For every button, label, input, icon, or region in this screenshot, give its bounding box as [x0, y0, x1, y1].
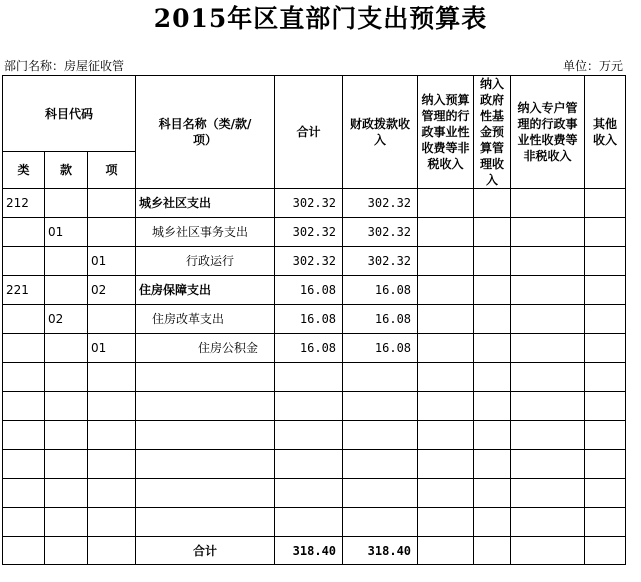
cell-empty — [474, 276, 511, 305]
cell-kuan — [45, 247, 88, 276]
cell-lei — [3, 218, 45, 247]
cell-kuan — [45, 421, 88, 450]
totals-label: 合计 — [136, 537, 275, 565]
cell-total: 302.32 — [275, 247, 343, 276]
cell-kuan: 01 — [45, 218, 88, 247]
cell-kuan — [45, 392, 88, 421]
cell-xiang — [88, 305, 136, 334]
cell-empty — [418, 247, 474, 276]
cell-lei — [3, 479, 45, 508]
cell-lei — [3, 334, 45, 363]
cell-empty — [511, 450, 585, 479]
totals-row — [3, 537, 626, 565]
cell-empty — [418, 305, 474, 334]
cell-empty — [418, 363, 474, 392]
cell-xiang — [88, 508, 136, 537]
cell-total — [275, 363, 343, 392]
cell-fiscal — [343, 479, 418, 508]
cell-fiscal — [343, 363, 418, 392]
cell-empty — [511, 363, 585, 392]
cell-name — [136, 392, 275, 421]
cell-empty — [511, 247, 585, 276]
cell-lei — [3, 450, 45, 479]
cell-empty — [585, 218, 626, 247]
table-row — [3, 479, 626, 508]
cell-empty — [474, 305, 511, 334]
cell-empty — [511, 276, 585, 305]
cell-total: 302.32 — [275, 189, 343, 218]
header-name: 科目名称（类/款/项） — [136, 76, 275, 189]
cell-empty — [585, 479, 626, 508]
cell-empty — [511, 218, 585, 247]
cell-xiang: 01 — [88, 247, 136, 276]
cell-name — [136, 450, 275, 479]
totals-total: 318.40 — [275, 537, 343, 565]
cell-lei: 221 — [3, 276, 45, 305]
table-row — [3, 247, 626, 276]
cell-empty — [511, 421, 585, 450]
cell-total — [275, 450, 343, 479]
cell-empty — [511, 305, 585, 334]
cell-empty — [418, 508, 474, 537]
cell-empty — [418, 189, 474, 218]
cell-total: 16.08 — [275, 305, 343, 334]
cell-empty — [418, 392, 474, 421]
cell-kuan — [45, 276, 88, 305]
cell-empty — [474, 189, 511, 218]
cell-fiscal: 16.08 — [343, 334, 418, 363]
page-title: 2015年区直部门支出预算表 — [153, 4, 488, 33]
header-xiang: 项 — [88, 152, 136, 189]
header-other: 其他收入 — [585, 76, 626, 189]
cell-kuan — [45, 363, 88, 392]
cell-empty — [511, 334, 585, 363]
cell-name — [136, 363, 275, 392]
cell-empty — [511, 508, 585, 537]
cell-empty — [585, 276, 626, 305]
table-row — [3, 218, 626, 247]
cell-total: 302.32 — [275, 218, 343, 247]
cell-empty — [511, 479, 585, 508]
cell-total — [275, 479, 343, 508]
cell-empty — [585, 392, 626, 421]
cell-lei — [3, 305, 45, 334]
cell-name: 城乡社区支出 — [136, 189, 275, 218]
table-row — [3, 421, 626, 450]
header-gov-fund: 纳入政府性基金预算管理收入 — [474, 76, 511, 189]
cell-empty — [418, 218, 474, 247]
cell-empty — [585, 421, 626, 450]
cell-total — [275, 508, 343, 537]
table-row — [3, 189, 626, 218]
cell-name: 城乡社区事务支出 — [136, 218, 275, 247]
cell-name: 住房公积金 — [136, 334, 275, 363]
cell-xiang — [88, 218, 136, 247]
cell-xiang — [88, 421, 136, 450]
table-row — [3, 276, 626, 305]
cell-xiang — [88, 479, 136, 508]
cell-kuan: 02 — [45, 305, 88, 334]
cell-total: 16.08 — [275, 334, 343, 363]
cell-fiscal — [343, 392, 418, 421]
cell-lei — [3, 421, 45, 450]
cell-empty — [511, 189, 585, 218]
cell-empty — [474, 508, 511, 537]
totals-fiscal: 318.40 — [343, 537, 418, 565]
cell-empty — [474, 479, 511, 508]
cell-empty — [474, 247, 511, 276]
cell-xiang — [88, 392, 136, 421]
cell-empty — [418, 479, 474, 508]
cell-name: 行政运行 — [136, 247, 275, 276]
cell-fiscal: 302.32 — [343, 218, 418, 247]
department-label: 部门名称：房屋征收管 — [4, 59, 125, 73]
cell-empty — [474, 392, 511, 421]
header-fiscal: 财政拨款收入 — [343, 76, 418, 189]
cell-fiscal: 16.08 — [343, 276, 418, 305]
cell-empty — [474, 334, 511, 363]
cell-xiang: 02 — [88, 276, 136, 305]
cell-xiang — [88, 189, 136, 218]
cell-empty — [418, 334, 474, 363]
cell-name — [136, 479, 275, 508]
cell-fiscal — [343, 421, 418, 450]
cell-empty — [418, 450, 474, 479]
cell-fiscal — [343, 508, 418, 537]
cell-xiang — [88, 450, 136, 479]
cell-empty — [585, 247, 626, 276]
cell-empty — [585, 450, 626, 479]
cell-xiang: 01 — [88, 334, 136, 363]
cell-fiscal: 302.32 — [343, 189, 418, 218]
cell-kuan — [45, 189, 88, 218]
cell-xiang — [88, 363, 136, 392]
cell-total — [275, 392, 343, 421]
cell-empty — [511, 392, 585, 421]
cell-kuan — [45, 334, 88, 363]
cell-fiscal — [343, 450, 418, 479]
header-lei: 类 — [3, 152, 45, 189]
cell-lei — [3, 508, 45, 537]
cell-empty — [474, 363, 511, 392]
cell-name: 住房改革支出 — [136, 305, 275, 334]
cell-empty — [585, 508, 626, 537]
header-budget-mgmt: 纳入预算管理的行政事业性收费等非税收入 — [418, 76, 474, 189]
cell-lei: 212 — [3, 189, 45, 218]
header-code-group: 科目代码 — [3, 76, 136, 152]
cell-empty — [585, 305, 626, 334]
cell-empty — [474, 218, 511, 247]
cell-empty — [585, 334, 626, 363]
budget-table — [2, 75, 626, 565]
cell-lei — [3, 247, 45, 276]
cell-name: 住房保障支出 — [136, 276, 275, 305]
cell-kuan — [45, 479, 88, 508]
cell-lei — [3, 392, 45, 421]
cell-lei — [3, 363, 45, 392]
cell-empty — [418, 276, 474, 305]
cell-empty — [474, 450, 511, 479]
cell-empty — [474, 421, 511, 450]
cell-total: 16.08 — [275, 276, 343, 305]
table-row — [3, 305, 626, 334]
cell-kuan — [45, 508, 88, 537]
cell-fiscal: 16.08 — [343, 305, 418, 334]
header-total: 合计 — [275, 76, 343, 189]
cell-empty — [585, 189, 626, 218]
table-row — [3, 334, 626, 363]
table-row — [3, 508, 626, 537]
cell-name — [136, 508, 275, 537]
header-special-acct: 纳入专户管理的行政事业性收费等非税收入 — [511, 76, 585, 189]
table-row — [3, 450, 626, 479]
header-kuan: 款 — [45, 152, 88, 189]
table-row — [3, 363, 626, 392]
unit-label: 单位：万元 — [562, 59, 623, 73]
cell-name — [136, 421, 275, 450]
cell-empty — [585, 363, 626, 392]
cell-kuan — [45, 450, 88, 479]
cell-empty — [418, 421, 474, 450]
cell-total — [275, 421, 343, 450]
cell-fiscal: 302.32 — [343, 247, 418, 276]
table-row — [3, 392, 626, 421]
